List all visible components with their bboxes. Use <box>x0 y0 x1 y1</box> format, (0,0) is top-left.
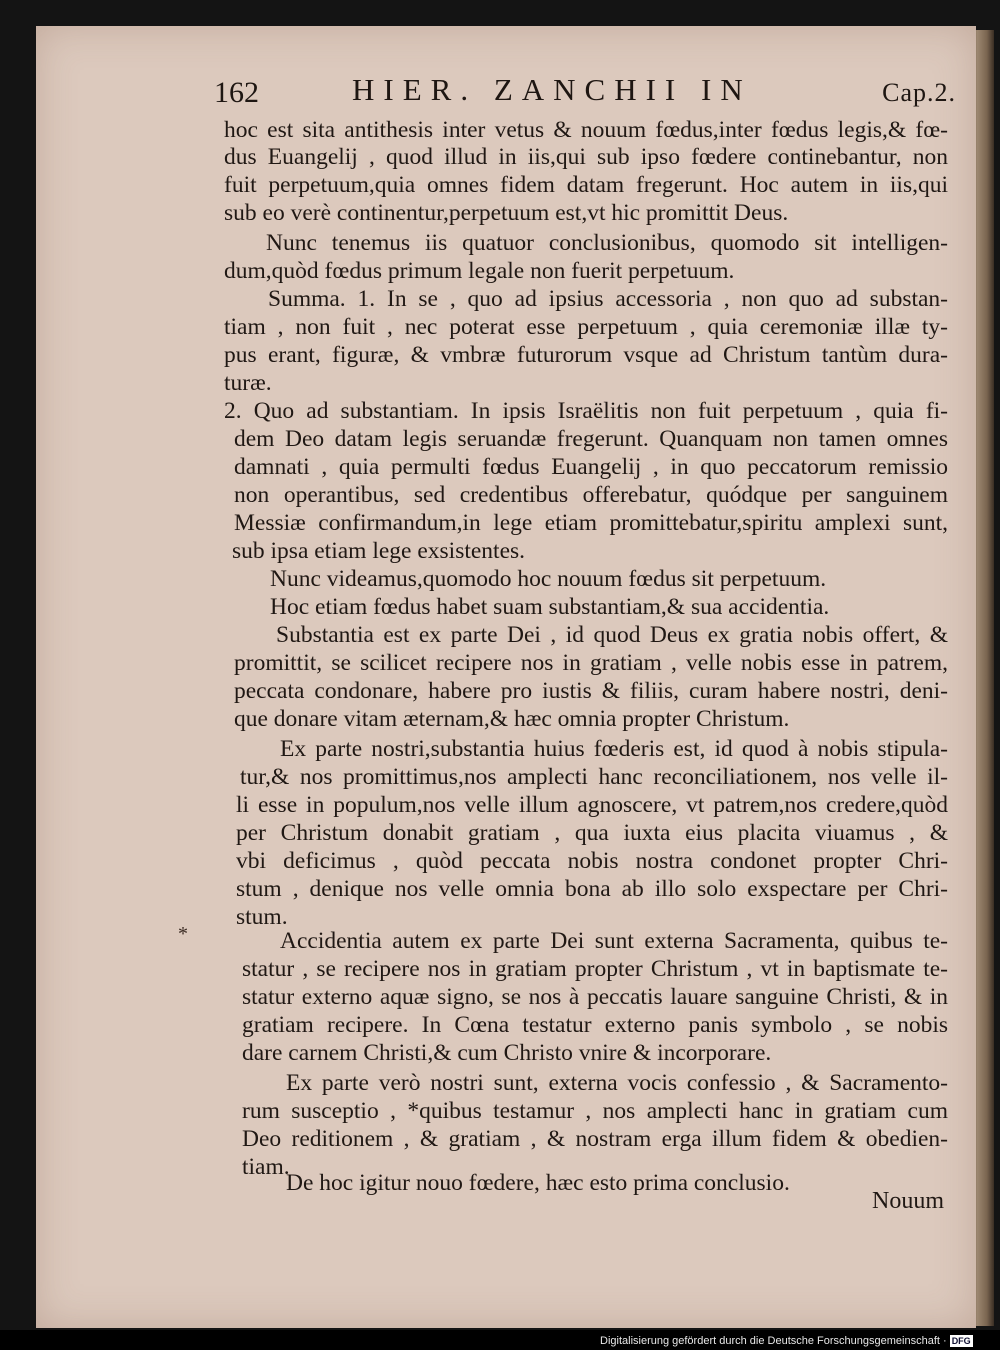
text-line: dem Deo datam legis seruandæ fregerunt. Quanquam non tamen omnes <box>234 426 948 452</box>
text-line: vbi deficimus , quòd peccata nobis nostra condonet propter Chri- <box>236 848 948 874</box>
text-line: damnati , quia permulti fœdus Euangelij , in quo peccatorum remissio <box>234 454 948 480</box>
text-line: per Christum donabit gratiam , qua iuxta eius placita viuamus , & <box>236 820 948 846</box>
text-line: dus Euangelij , quod illud in iis,qui sub ipso fœdere continebantur, non <box>224 144 948 170</box>
text-line: Nunc videamus,quomodo hoc nouum fœdus sit perpetuum. <box>270 566 827 592</box>
text-line: Ex parte nostri,substantia huius fœderis est, id quod à nobis stipula- <box>280 736 948 762</box>
text-line: Summa. 1. In se , quo ad ipsius accessoria , non quo ad substan- <box>268 286 948 312</box>
text-line: li esse in populum,nos velle illum agnoscere, vt patrem,nos credere,quòd <box>236 792 948 818</box>
text-line: peccata condonare, habere pro iustis & filiis, curam habere nostri, deni- <box>234 678 948 704</box>
text-line: Deo reditionem , & gratiam , & nostram erga illum fidem & obedien- <box>242 1126 948 1152</box>
text-line: De hoc igitur nouo fœdere, hæc esto prima conclusio. <box>286 1170 790 1196</box>
text-line: stum , denique nos velle omnia bona ab illo solo exspectare per Chri- <box>236 876 948 902</box>
text-line: tiam , non fuit , nec poterat esse perpetuum , quia ceremoniæ illæ ty- <box>224 314 948 340</box>
text-line: non operantibus, sed credentibus offerebatur, quódque per sanguinem <box>234 482 948 508</box>
text-line: Nunc tenemus iis quatuor conclusionibus, quomodo sit intelligen- <box>266 230 948 256</box>
catchword: Nouum <box>872 1188 944 1214</box>
text-line: Ex parte verò nostri sunt, externa vocis confessio , & Sacramento- <box>286 1070 948 1096</box>
text-line: Accidentia autem ex parte Dei sunt externa Sacramenta, quibus te- <box>280 928 948 954</box>
text-line: dum,quòd fœdus primum legale non fuerit perpetuum. <box>224 258 735 284</box>
text-line: tur,& nos promittimus,nos amplecti hanc reconciliationem, nos velle il- <box>240 764 948 790</box>
chapter-label: Cap.2. <box>882 78 956 107</box>
text-line: 2. Quo ad substantiam. In ipsis Israëlitis non fuit perpetuum , quia fi- <box>224 398 948 424</box>
text-line: que donare vitam æternam,& hæc omnia propter Christum. <box>234 706 790 732</box>
text-line: gratiam recipere. In Cœna testatur externo panis symbolo , se nobis <box>242 1012 948 1038</box>
text-line: dare carnem Christi,& cum Christo vnire & incorporare. <box>242 1040 772 1066</box>
text-line: rum susceptio , *quibus testamur , nos amplecti hanc in gratiam cum <box>242 1098 948 1124</box>
text-line: turæ. <box>224 370 272 396</box>
text-line: sub eo verè continentur,perpetuum est,vt hic promittit Deus. <box>224 200 789 226</box>
text-line: promittit, se scilicet recipere nos in gratiam , velle nobis esse in patrem, <box>234 650 948 676</box>
footer-credit-text: Digitalisierung gefördert durch die Deutsche Forschungsgemeinschaft · <box>600 1335 947 1347</box>
text-line: Messiæ confirmandum,in lege etiam promittebatur,spiritu amplexi sunt, <box>234 510 948 536</box>
footer-credit <box>600 1334 996 1348</box>
page-number: 162 <box>214 76 259 109</box>
text-line: statur externo aquæ signo, se nos à peccatis lauare sanguine Christi, & in <box>242 984 948 1010</box>
margin-asterisk: * <box>178 923 188 945</box>
text-line: tiam. <box>242 1154 290 1180</box>
text-line: hoc est sita antithesis inter vetus & nouum fœdus,inter fœdus legis,& fœ- <box>224 117 948 143</box>
text-line: fuit perpetuum,quia omnes fidem datam fregerunt. Hoc autem in iis,qui <box>224 172 948 198</box>
running-head: HIER. ZANCHII IN <box>352 72 752 107</box>
page-header <box>214 72 956 112</box>
text-line: sub ipsa etiam lege exsistentes. <box>232 538 526 564</box>
text-line: statur , se recipere nos in gratiam propter Christum , vt in baptismate te- <box>242 956 948 982</box>
text-line: pus erant, figuræ, & vmbræ futurorum vsque ad Christum tantùm dura- <box>224 342 948 368</box>
text-line: Substantia est ex parte Dei , id quod Deus ex gratia nobis offert, & <box>276 622 948 648</box>
text-line: stum. <box>236 904 288 930</box>
text-line: Hoc etiam fœdus habet suam substantiam,& sua accidentia. <box>270 594 830 620</box>
dfg-logo[interactable]: DFG <box>951 1336 971 1346</box>
